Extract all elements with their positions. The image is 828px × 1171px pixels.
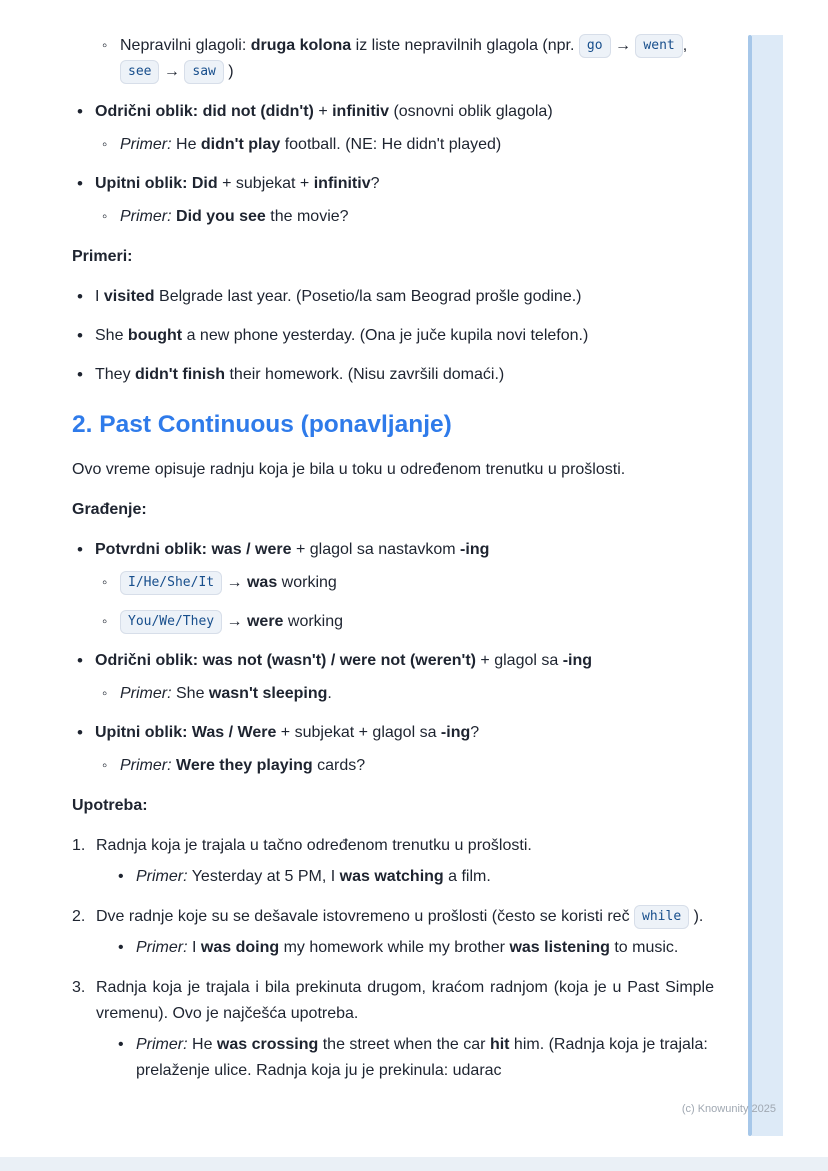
list-item [77,648,714,674]
list-item-text [95,99,714,125]
text-run: the street when the car [318,1036,490,1053]
bullet-marker: • [77,540,83,559]
list-item-text [95,323,714,349]
text-run: was crossing [216,1036,319,1053]
numbered-list [72,833,714,1084]
text-run: the movie? [265,208,349,225]
text-run: visited [103,288,155,305]
text-run: to music. [609,939,679,956]
item-number: 2. [72,908,86,925]
inline-code-badge: saw [184,60,223,84]
bullet-marker: • [77,174,83,193]
numbered-item-body [96,833,714,890]
numbered-item [72,904,714,961]
bullet-list [72,537,714,779]
text-run: + subjekat + [217,175,314,192]
list-item-text [120,570,714,596]
bullet-list [72,284,714,388]
text-run: I [187,939,201,956]
text-run: ? [370,175,380,192]
bullet-marker: ◦ [102,574,108,591]
text-run: bought [127,327,183,344]
list-item-text [136,1032,714,1084]
text-run: druga kolona [250,37,352,54]
paragraph [72,244,714,270]
text-run: ) [223,63,234,80]
sub-list-item [118,1032,714,1084]
bullet-marker: • [77,287,83,306]
text-run: a new phone yesterday. (Ona je juče kupila novi telefon.) [182,327,589,344]
bullet-marker: • [118,868,124,885]
list-item [77,171,714,197]
bullet-marker: ◦ [102,685,108,702]
sub-list-item [102,570,714,596]
bullet-marker: • [118,1036,124,1053]
text-run: infinitiv [313,175,371,192]
text-run: Primer: [120,136,172,153]
text-run: + glagol sa nastavkom [291,541,461,558]
inline-code-badge: I/He/She/It [120,571,222,595]
sub-list-item [118,864,714,890]
text-run: Potvrdni oblik: was / were [95,541,292,558]
text-run: him. (Radnja koja je trajala: prelaženje ulice. Radnja koja ju je prekinula: udarac [136,1036,708,1079]
paragraph [72,457,714,483]
bullet-marker: ◦ [102,37,108,54]
text-run: my homework while my brother [279,939,510,956]
text-run: Were they playing [176,757,313,774]
inline-code-badge: see [120,60,159,84]
text-run: 2. Past Continuous (ponavljanje) [72,411,452,438]
text-run: -ing [562,652,593,669]
text-run: Did you see [176,208,266,225]
text-run: → [222,613,247,630]
text-run: Dve radnje koje su se dešavale istovremeno u prošlosti (često se koristi reč [96,908,635,925]
inline-code-badge: go [579,34,611,58]
bullet-marker: ◦ [102,757,108,774]
bullet-marker: • [77,102,83,121]
text-run: (osnovni oblik glagola) [389,103,553,120]
text-run: -ing [460,541,490,558]
text-run: didn't play [200,136,281,153]
list-item-text [120,132,714,158]
list-item-text [120,609,714,635]
text-run: -ing [440,724,471,741]
bullet-marker: ◦ [102,613,108,630]
text-run: was doing [200,939,280,956]
text-run: working [277,574,337,591]
numbered-item-text [96,975,714,1027]
list-item-text [95,720,714,746]
text-run: ? [470,724,480,741]
list-item-text [120,204,714,230]
text-run: a film. [443,868,491,885]
numbered-item-text [96,904,714,930]
list-item-text [95,362,714,388]
text-run: Građenje: [72,501,147,518]
list-item-text [136,935,714,961]
text-run: They [95,366,136,383]
list-item [77,99,714,125]
sub-list-item [102,609,714,635]
text-run: didn't finish [135,366,226,383]
text-run: ). [689,908,704,925]
text-run: + subjekat + glagol sa [276,724,441,741]
sub-list-item [102,753,714,779]
text-run: Primer: [136,939,188,956]
text-run: → [222,574,247,591]
list-item [77,284,714,310]
paragraph [72,793,714,819]
text-run: hit [489,1036,510,1053]
text-run: Odrični oblik: did not (didn't) [95,103,314,120]
list-item-text [95,171,714,197]
text-run: He [171,136,201,153]
text-run: Primer: [120,757,172,774]
text-run: , [682,37,688,54]
section-heading [72,409,714,440]
list-item-text [120,753,714,779]
document-content [72,33,714,1098]
text-run: Nepravilni glagoli: [120,37,251,54]
text-run: She [95,327,128,344]
watermark-credit: (c) Knowunity 2025 [681,1103,776,1115]
numbered-item-body [96,904,714,961]
bullet-list [72,99,714,230]
list-item-text [95,537,714,563]
text-run: Yesterday at 5 PM, I [187,868,340,885]
text-run: . [327,685,332,702]
bullet-list [72,33,714,85]
inline-code-badge: while [634,905,689,929]
numbered-item [72,975,714,1084]
text-run: Odrični oblik: was not (wasn't) / were not (weren't) [95,652,476,669]
text-run: their homework. (Nisu završili domaći.) [225,366,505,383]
text-run: iz liste nepravilnih glagola (npr. [351,37,579,54]
bullet-marker: ◦ [102,208,108,225]
text-run: Radnja koja je trajala i bila prekinuta drugom, kraćom radnjom (koja je u Past Simple vremenu). Ovo je najčešća upotreba. [96,979,714,1022]
scrollbar-thumb[interactable] [748,35,752,1136]
text-run: was listening [509,939,610,956]
text-run: + [313,103,333,120]
text-run: Primer: [136,868,188,885]
text-run: Primer: [120,685,172,702]
text-run: Radnja koja je trajala u tačno određenom trenutku u prošlosti. [96,837,532,854]
numbered-item-text [96,833,714,859]
list-item-text [95,284,714,310]
numbered-item [72,833,714,890]
text-run: → [159,63,185,80]
text-run: → [610,37,636,54]
sub-list-item [118,935,714,961]
list-item-text [120,681,714,707]
text-run: Upitni oblik: Did [95,175,218,192]
list-item-text [120,33,714,85]
inline-code-badge: You/We/They [120,610,222,634]
text-run: Primeri: [72,248,133,265]
text-run: She [171,685,209,702]
text-run: + glagol sa [475,652,563,669]
sub-list-item [102,681,714,707]
text-run: were [246,613,284,630]
bullet-marker: • [77,326,83,345]
text-run: Ovo vreme opisuje radnju koja je bila u toku u određenom trenutku u prošlosti. [72,461,626,478]
numbered-item-body [96,975,714,1084]
text-run: infinitiv [332,103,389,120]
list-item [77,720,714,746]
text-run: I [95,288,104,305]
text-run: He [187,1036,217,1053]
text-run: was [246,574,278,591]
text-run: Upitni oblik: Was / Were [95,724,277,741]
sub-list-item [102,33,714,85]
text-run: was watching [339,868,444,885]
bullet-marker: • [77,651,83,670]
list-item-text [95,648,714,674]
scrollbar-track[interactable] [752,35,783,1136]
list-item [77,537,714,563]
bullet-marker: • [77,723,83,742]
text-run: wasn't sleeping [208,685,328,702]
bullet-marker: • [77,365,83,384]
sub-list-item [102,204,714,230]
sub-list-item [102,132,714,158]
bottom-edge-band [0,1157,828,1171]
text-run: working [283,613,344,630]
text-run: Primer: [120,208,172,225]
list-item [77,362,714,388]
item-number: 3. [72,979,86,996]
item-number: 1. [72,837,86,854]
list-item-text [136,864,714,890]
bullet-marker: • [118,939,124,956]
text-run: Belgrade last year. (Posetio/la sam Beograd prošle godine.) [154,288,582,305]
text-run: Upotreba: [72,797,148,814]
list-item [77,323,714,349]
text-run: football. (NE: He didn't played) [280,136,502,153]
bullet-marker: ◦ [102,136,108,153]
paragraph [72,497,714,523]
inline-code-badge: went [635,34,682,58]
text-run: cards? [312,757,366,774]
text-run: Primer: [136,1036,188,1053]
